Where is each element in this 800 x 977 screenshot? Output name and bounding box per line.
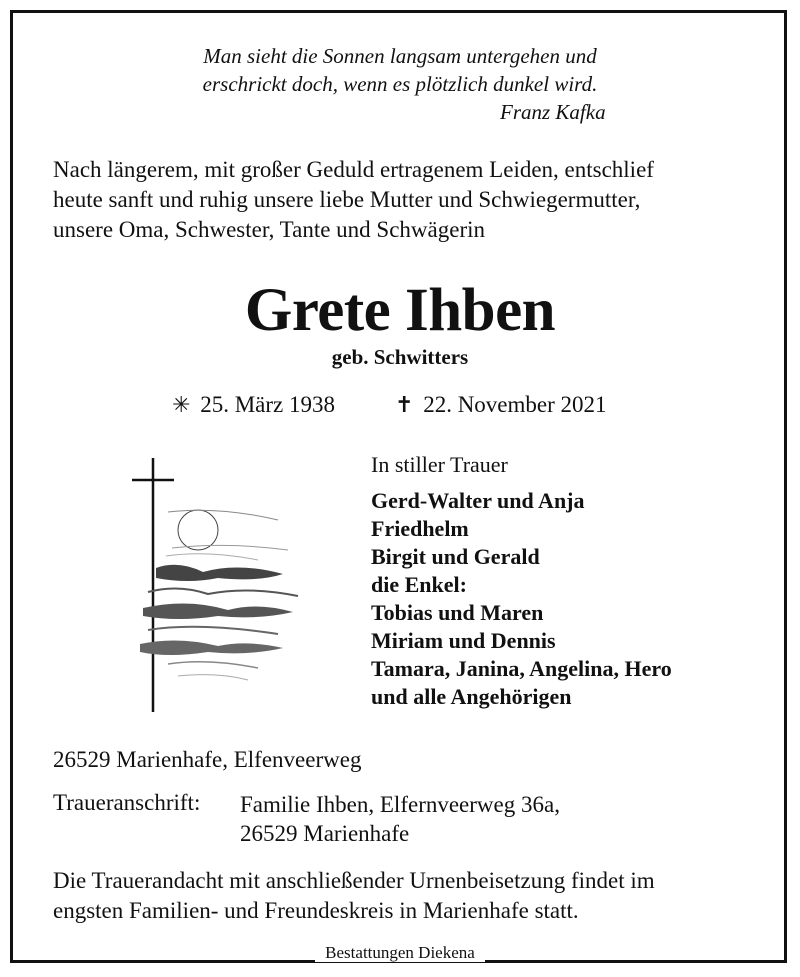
list-item: Tobias und Maren: [371, 600, 544, 625]
mourning-intro: In stiller Trauer: [371, 452, 508, 477]
death-cross-icon: ✝: [395, 392, 414, 417]
quote-line: erschrickt doch, wenn es plötzlich dunkel wird.: [202, 72, 598, 96]
list-item: Birgit und Gerald: [371, 544, 540, 569]
cross-sunset-illustration: [108, 450, 308, 715]
closing-line: Die Trauerandacht mit anschließender Urnenbeisetzung findet im: [53, 868, 655, 893]
closing-text: [53, 866, 773, 926]
funeral-home: Bestattungen Diekena: [315, 943, 485, 962]
intro-line: Nach längerem, mit großer Geduld ertragenem Leiden, entschlief: [53, 157, 654, 182]
footer: [0, 943, 800, 963]
death-date: [395, 392, 607, 418]
trauer-address-line: 26529 Marienhafe: [240, 821, 410, 846]
trauer-address-line: Familie Ihben, Elfernveerweg 36a,: [240, 792, 560, 817]
trauer-address-label: Traueranschrift:: [53, 790, 201, 815]
deceased-name: Grete Ihben: [244, 277, 556, 344]
death-date-text: 22. November 2021: [423, 392, 607, 417]
maiden-name: geb. Schwitters: [331, 345, 469, 369]
list-item: und alle Angehörigen: [371, 684, 572, 709]
list-item: Tamara, Janina, Angelina, Hero: [371, 656, 672, 681]
mourners-list: [371, 487, 672, 711]
intro-line: heute sanft und ruhig unsere liebe Mutter und Schwiegermutter,: [53, 187, 641, 212]
list-item: Miriam und Dennis: [371, 628, 556, 653]
residence-address: 26529 Marienhafe, Elfenveerweg: [53, 747, 362, 772]
list-item: Gerd-Walter und Anja: [371, 488, 585, 513]
birth-date-text: 25. März 1938: [200, 392, 335, 417]
closing-line: engsten Familien- und Freundeskreis in Marienhafe statt.: [53, 898, 579, 923]
quote-author: Franz Kafka: [500, 100, 606, 124]
intro-line: unsere Oma, Schwester, Tante und Schwägerin: [53, 217, 486, 242]
quote-line: Man sieht die Sonnen langsam untergehen und: [203, 44, 597, 68]
trauer-address: [240, 790, 560, 848]
birth-star-icon: ✳: [172, 392, 191, 417]
list-item: Friedhelm: [371, 516, 469, 541]
intro-text: [53, 155, 773, 245]
quote: [0, 42, 800, 98]
birth-date: [172, 392, 335, 418]
list-item: die Enkel:: [371, 572, 467, 597]
